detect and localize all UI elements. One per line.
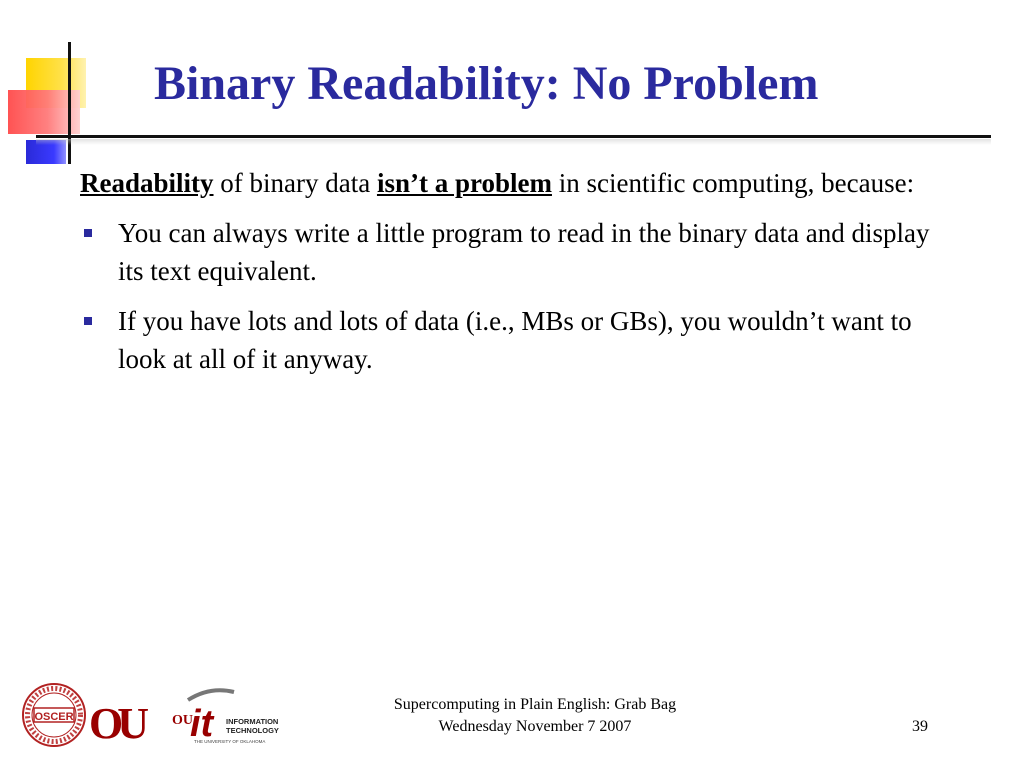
slide-title: Binary Readability: No Problem <box>154 57 819 110</box>
title-rule-shadow <box>36 139 991 145</box>
it-line1: INFORMATION <box>226 717 279 726</box>
intro-text-1: of binary data <box>213 168 377 198</box>
intro-text-2: in scientific computing, because: <box>551 168 915 198</box>
oscer-logo <box>23 684 85 746</box>
it-line3: THE UNIVERSITY OF OKLAHOMA <box>194 739 266 744</box>
page-number: 39 <box>912 718 928 735</box>
bullet-list <box>80 214 960 378</box>
oscer-letters: OSCER <box>34 711 74 723</box>
footer-text <box>300 694 770 738</box>
list-item <box>80 214 960 290</box>
bullet-text: If you have lots and lots of data (i.e., MBs or GBs), you wouldn’t want to look at all of it anyway. <box>118 306 912 374</box>
footer-title: Supercomputing in Plain English: Grab Bag <box>393 696 677 713</box>
decor-vertical-rule <box>68 42 71 164</box>
it-mark: it <box>190 703 214 745</box>
bullet-square-icon <box>84 317 92 325</box>
emphasis-not-a-problem: isn’t a problem <box>376 168 552 198</box>
logo-strip <box>20 680 290 750</box>
footer-logos <box>20 680 290 750</box>
slide-body <box>80 164 960 390</box>
ou-it-logo <box>172 690 279 745</box>
ou-logo <box>89 699 148 748</box>
list-item <box>80 302 960 378</box>
term-readability: Readability <box>80 168 214 198</box>
bullet-text: You can always write a little program to read in the binary data and display its text equivalent. <box>118 218 930 286</box>
intro-paragraph <box>80 164 960 202</box>
it-line2: TECHNOLOGY <box>226 726 279 735</box>
ou-letters: OU <box>89 699 143 748</box>
footer-date: Wednesday November 7 2007 <box>438 718 632 735</box>
title-rule <box>36 135 991 138</box>
it-prefix: OU <box>172 713 193 728</box>
bullet-square-icon <box>84 229 92 237</box>
